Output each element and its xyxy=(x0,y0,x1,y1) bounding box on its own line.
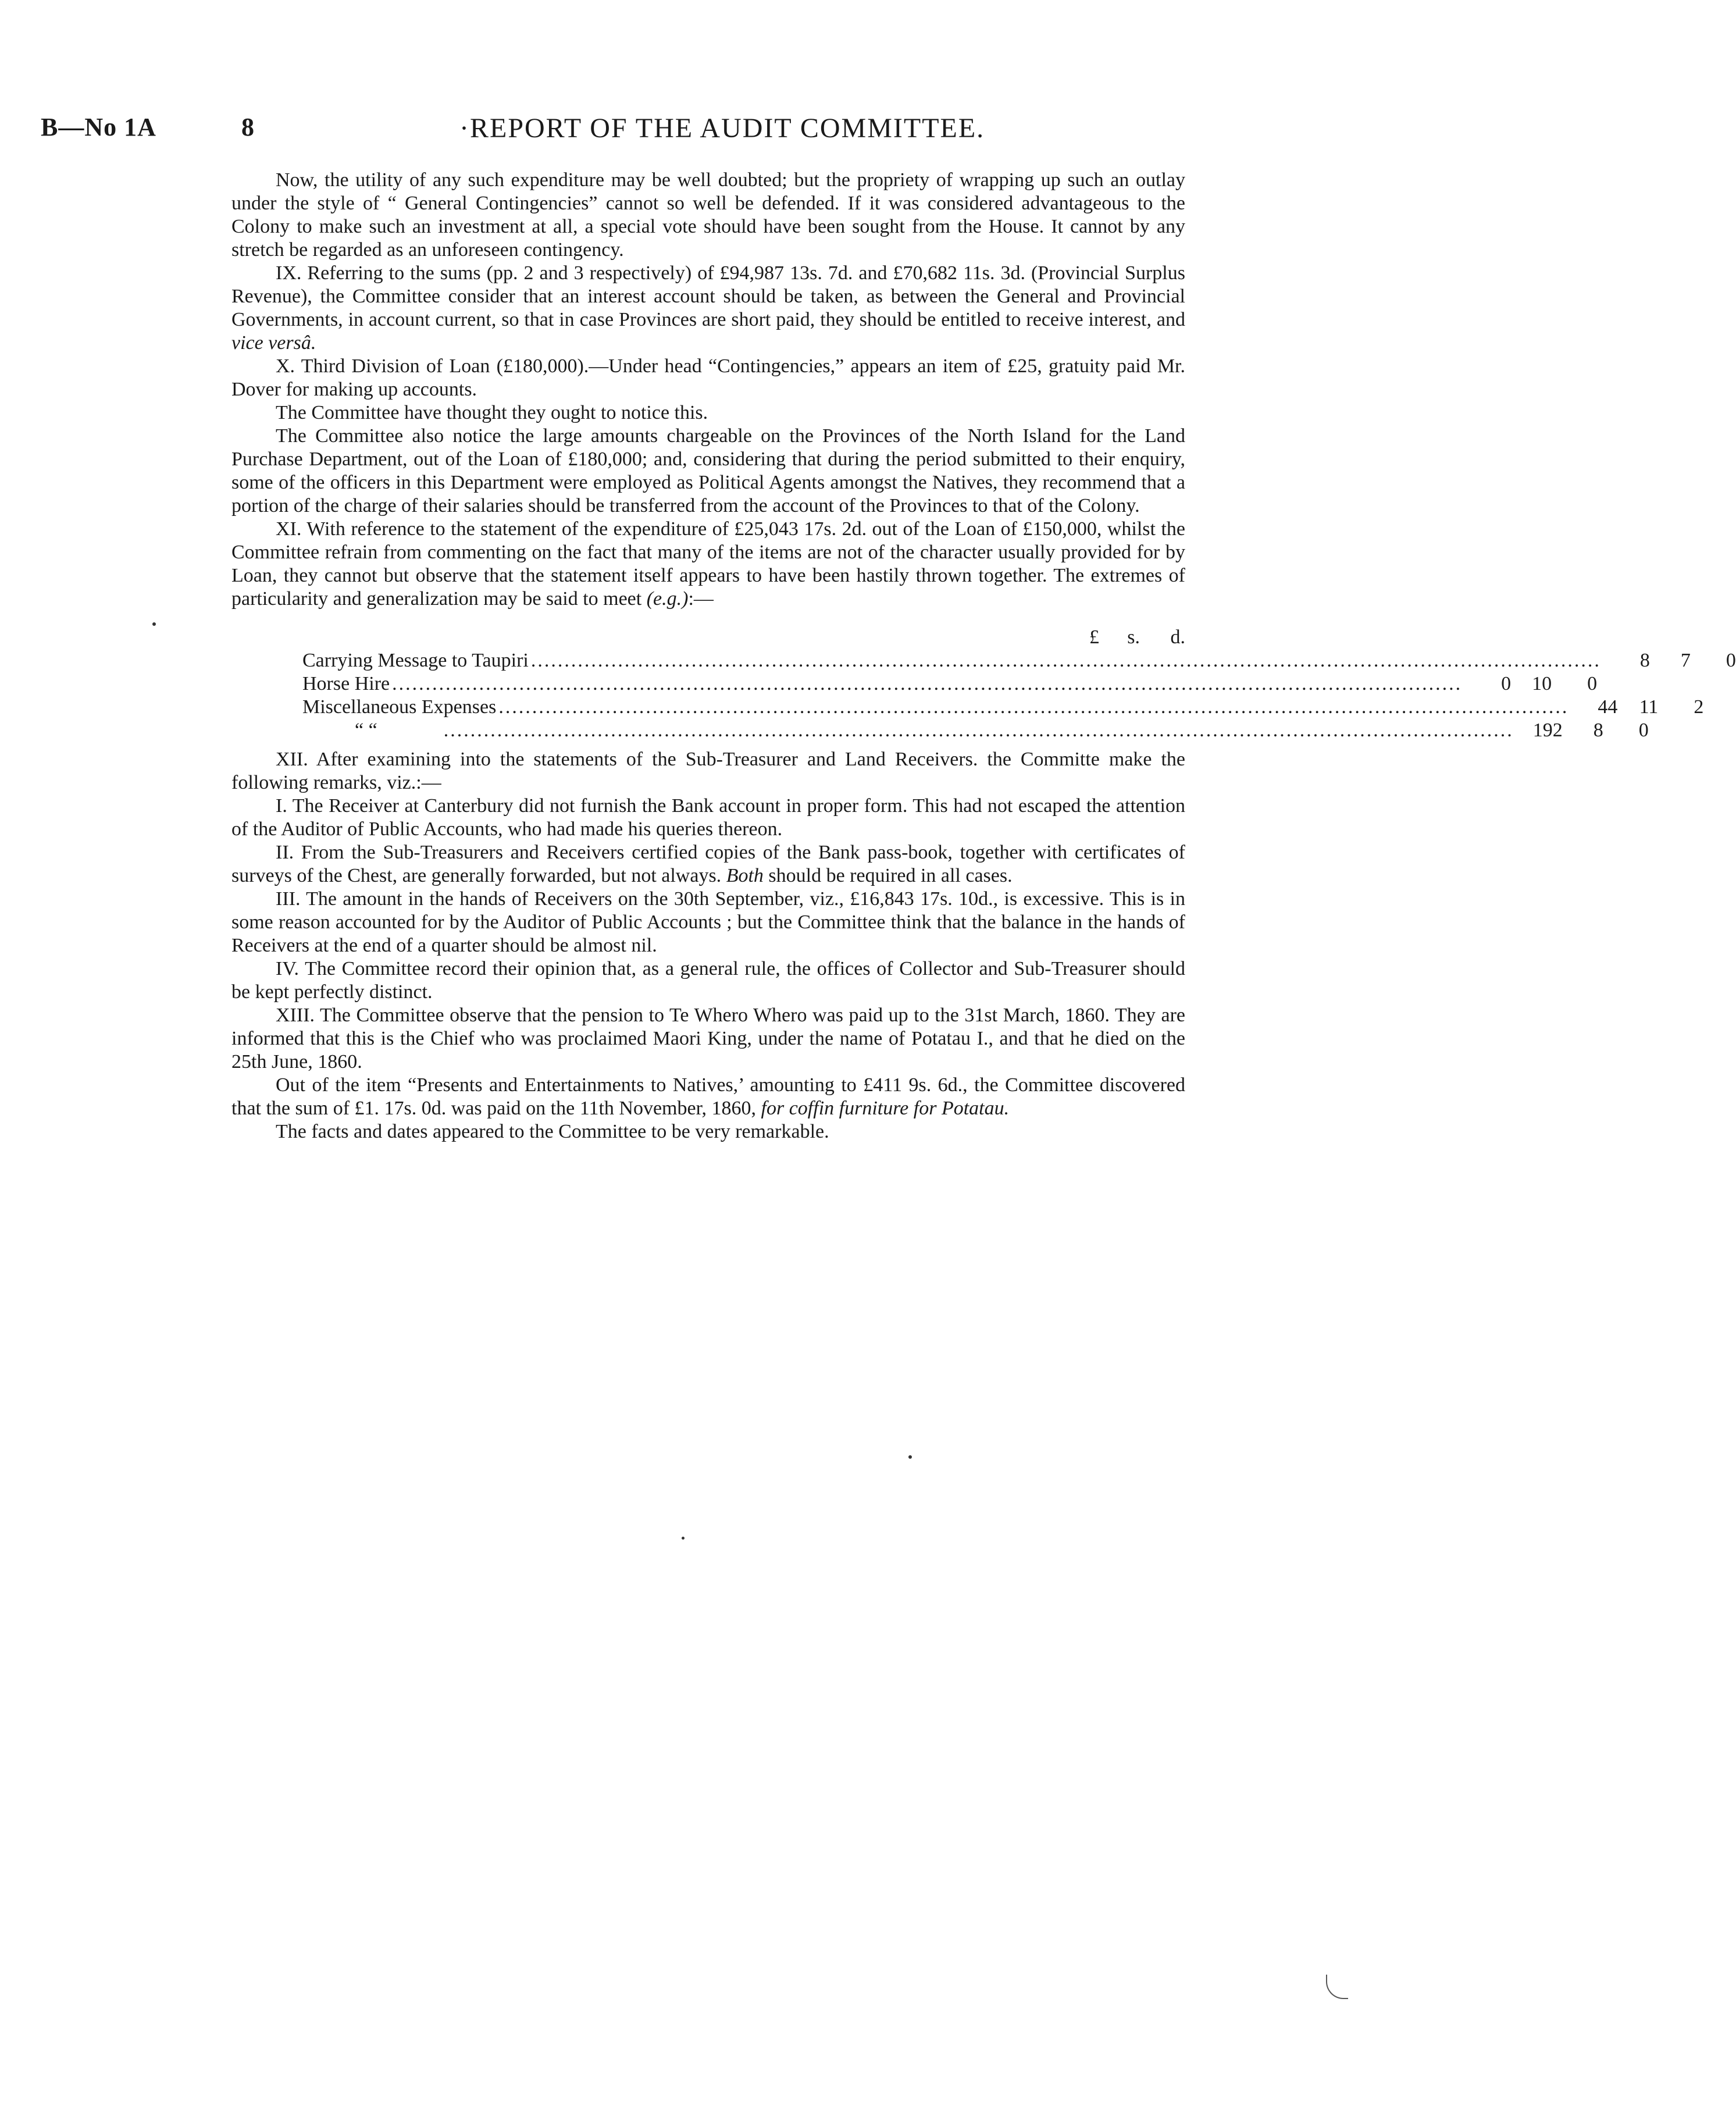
paragraph-text: The facts and dates appeared to the Committee to be very remarkable. xyxy=(276,1121,829,1142)
italic-text: (e.g.) xyxy=(646,588,689,610)
ledger-row xyxy=(302,696,1704,719)
italic-text: Both xyxy=(726,865,764,886)
ledger-pence: 0 xyxy=(1726,650,1736,671)
paragraph-text: :— xyxy=(688,588,714,610)
paragraph-remark-ii xyxy=(231,841,1185,888)
paragraph-text: IX. Referring to the sums (pp. 2 and 3 respectively) of £94,987 13s. 7d. and £70,682 11s. 3d. (Provincial Surplus Revenue), the Committee consider that an interest account should be taken, as between the General and Provincial Governments, in account current, so that in case Provinces are short paid, they should be entitled to receive interest, and xyxy=(231,262,1185,330)
ink-speck xyxy=(908,1455,912,1459)
page-number: 8 xyxy=(241,113,254,141)
paragraph-text: Out of the item “Presents and Entertainments to Natives,’ amounting to £411 9s. 6d., the Committee discovered that the sum of £1. 17s. 0d. was paid on the 11th November, 1860, xyxy=(231,1074,1185,1119)
paragraph-remark-iii xyxy=(231,888,1185,957)
ledger-shillings: 8 xyxy=(1593,719,1603,741)
pounds-header: £ xyxy=(1089,626,1099,648)
italic-text: vice versâ. xyxy=(231,332,316,354)
paragraph-text: XII. After examining into the statements of the Sub-Treasurer and Land Receivers. the Committe make the following remarks, viz.:— xyxy=(231,749,1185,793)
paragraph-text: should be required in all cases. xyxy=(768,865,1013,886)
leader-dots: ................................................................................................................................................................ xyxy=(498,696,1569,718)
ledger-row xyxy=(302,672,1598,696)
paragraph-text: I. The Receiver at Canterbury did not furnish the Bank account in proper form. This had not escaped the attention of the Auditor of Public Accounts, who had made his queries thereon. xyxy=(231,795,1185,840)
ledger-pence: 0 xyxy=(1638,719,1649,741)
document-reference: B—No 1A xyxy=(41,113,156,141)
paragraph-x xyxy=(231,355,1185,401)
paragraph-general-contingencies xyxy=(231,169,1185,262)
page-corner-mark xyxy=(1326,1975,1348,1999)
paragraph-text: The Committee have thought they ought to notice this. xyxy=(276,402,708,423)
report-body xyxy=(231,169,1736,1143)
shillings-header: s. xyxy=(1127,626,1140,648)
ledger-item-label: Horse Hire xyxy=(302,673,390,694)
ink-speck xyxy=(152,622,156,626)
ledger-pounds: 44 xyxy=(1598,696,1618,718)
ledger-pence: 0 xyxy=(1587,673,1598,694)
pence-header: d. xyxy=(1170,626,1185,648)
ledger-item-label: Carrying Message to Taupiri xyxy=(302,650,529,671)
paragraph-remark-iv xyxy=(231,957,1185,1004)
ledger-pounds: 0 xyxy=(1501,673,1512,694)
ledger-pounds: 8 xyxy=(1639,650,1650,671)
ledger-pence: 2 xyxy=(1694,696,1704,718)
paragraph-remark-i xyxy=(231,795,1185,841)
paragraph-text: Now, the utility of any such expenditure may be well doubted; but the propriety of wrapping up such an outlay under the style of “ General Contingencies” cannot so well be defended. If it was considered advantageous to the Colony to make such an investment at all, a special vote should have been sought from the House. It cannot by any stretch be regarded as an unforeseen contingency. xyxy=(231,169,1185,261)
ledger-row xyxy=(302,649,1736,672)
paragraph-text: XI. With reference to the statement of the expenditure of £25,043 17s. 2d. out of the Loan of £150,000, whilst the Committee refrain from commenting on the fact that many of the items are not of the character usually provided for by Loan, they cannot but observe that the statement itself appears to have been hastily thrown together. The extremes of particularity and generalization may be said to meet xyxy=(231,518,1185,610)
ledger-pounds: 192 xyxy=(1532,719,1563,741)
paragraph-text: IV. The Committee record their opinion that, as a general rule, the offices of Collector and Sub-Treasurer should be kept perfectly distinct. xyxy=(231,958,1185,1003)
paragraph-text: XIII. The Committee observe that the pension to Te Whero Whero was paid up to the 31st March, 1860. They are informed that this is the Chief who was proclaimed Maori King, under the name of Potatau I., and that he died on the 25th June, 1860. xyxy=(231,1004,1185,1073)
paragraph-presents xyxy=(231,1074,1185,1120)
ledger-shillings: 10 xyxy=(1532,673,1552,694)
paragraph-remarkable xyxy=(231,1120,1185,1143)
leader-dots: ................................................................................................................................................................ xyxy=(530,650,1601,671)
paragraph-xiii xyxy=(231,1004,1185,1074)
ledger-item-label: Miscellaneous Expenses xyxy=(302,696,497,718)
ledger-shillings: 11 xyxy=(1639,696,1659,718)
paragraph-xi xyxy=(231,518,1185,611)
paragraph-xii xyxy=(231,748,1185,795)
ledger-shillings: 7 xyxy=(1680,650,1691,671)
expense-ledger xyxy=(302,626,1736,742)
paragraph-text: III. The amount in the hands of Receivers on the 30th September, viz., £16,843 17s. 10d., is excessive. This is in some reason accounted for by the Auditor of Public Accounts ; but the Committee think that the balance in the hands of Receivers at the end of a quarter should be almost nil. xyxy=(231,888,1185,956)
paragraph-notice xyxy=(231,401,1185,425)
italic-text: for coffin furniture for Potatau. xyxy=(761,1098,1010,1119)
leader-dots: ................................................................................................................................................................ xyxy=(443,719,1514,741)
paragraph-text: X. Third Division of Loan (£180,000).—Under head “Contingencies,” appears an item of £25, gratuity paid Mr. Dover for making up accounts. xyxy=(231,355,1185,400)
ledger-header-row xyxy=(302,626,1185,649)
leader-dots: ................................................................................................................................................................ xyxy=(392,673,1463,694)
paragraph-land-purchase xyxy=(231,425,1185,518)
paragraph-text: The Committee also notice the large amounts chargeable on the Provinces of the North Island for the Land Purchase Department, out of the Loan of £180,000; and, considering that during the period submitted to their enquiry, some of the officers in this Department were employed as Political Agents amongst the Natives, they recommend that a portion of the charge of their salaries should be transferred from the account of the Provinces to that of the Colony. xyxy=(231,425,1185,516)
page-title: ·REPORT OF THE AUDIT COMMITTEE. xyxy=(459,113,985,144)
paragraph-ix xyxy=(231,262,1185,355)
ink-speck xyxy=(682,1537,685,1540)
ledger-item-label: “ “ xyxy=(355,719,377,741)
ledger-row xyxy=(302,719,1649,742)
page-header xyxy=(41,108,1309,148)
paragraph-text: II. From the Sub-Treasurers and Receivers certified copies of the Bank pass-book, together with certificates of surveys of the Chest, are generally forwarded, but not always. xyxy=(231,842,1185,886)
